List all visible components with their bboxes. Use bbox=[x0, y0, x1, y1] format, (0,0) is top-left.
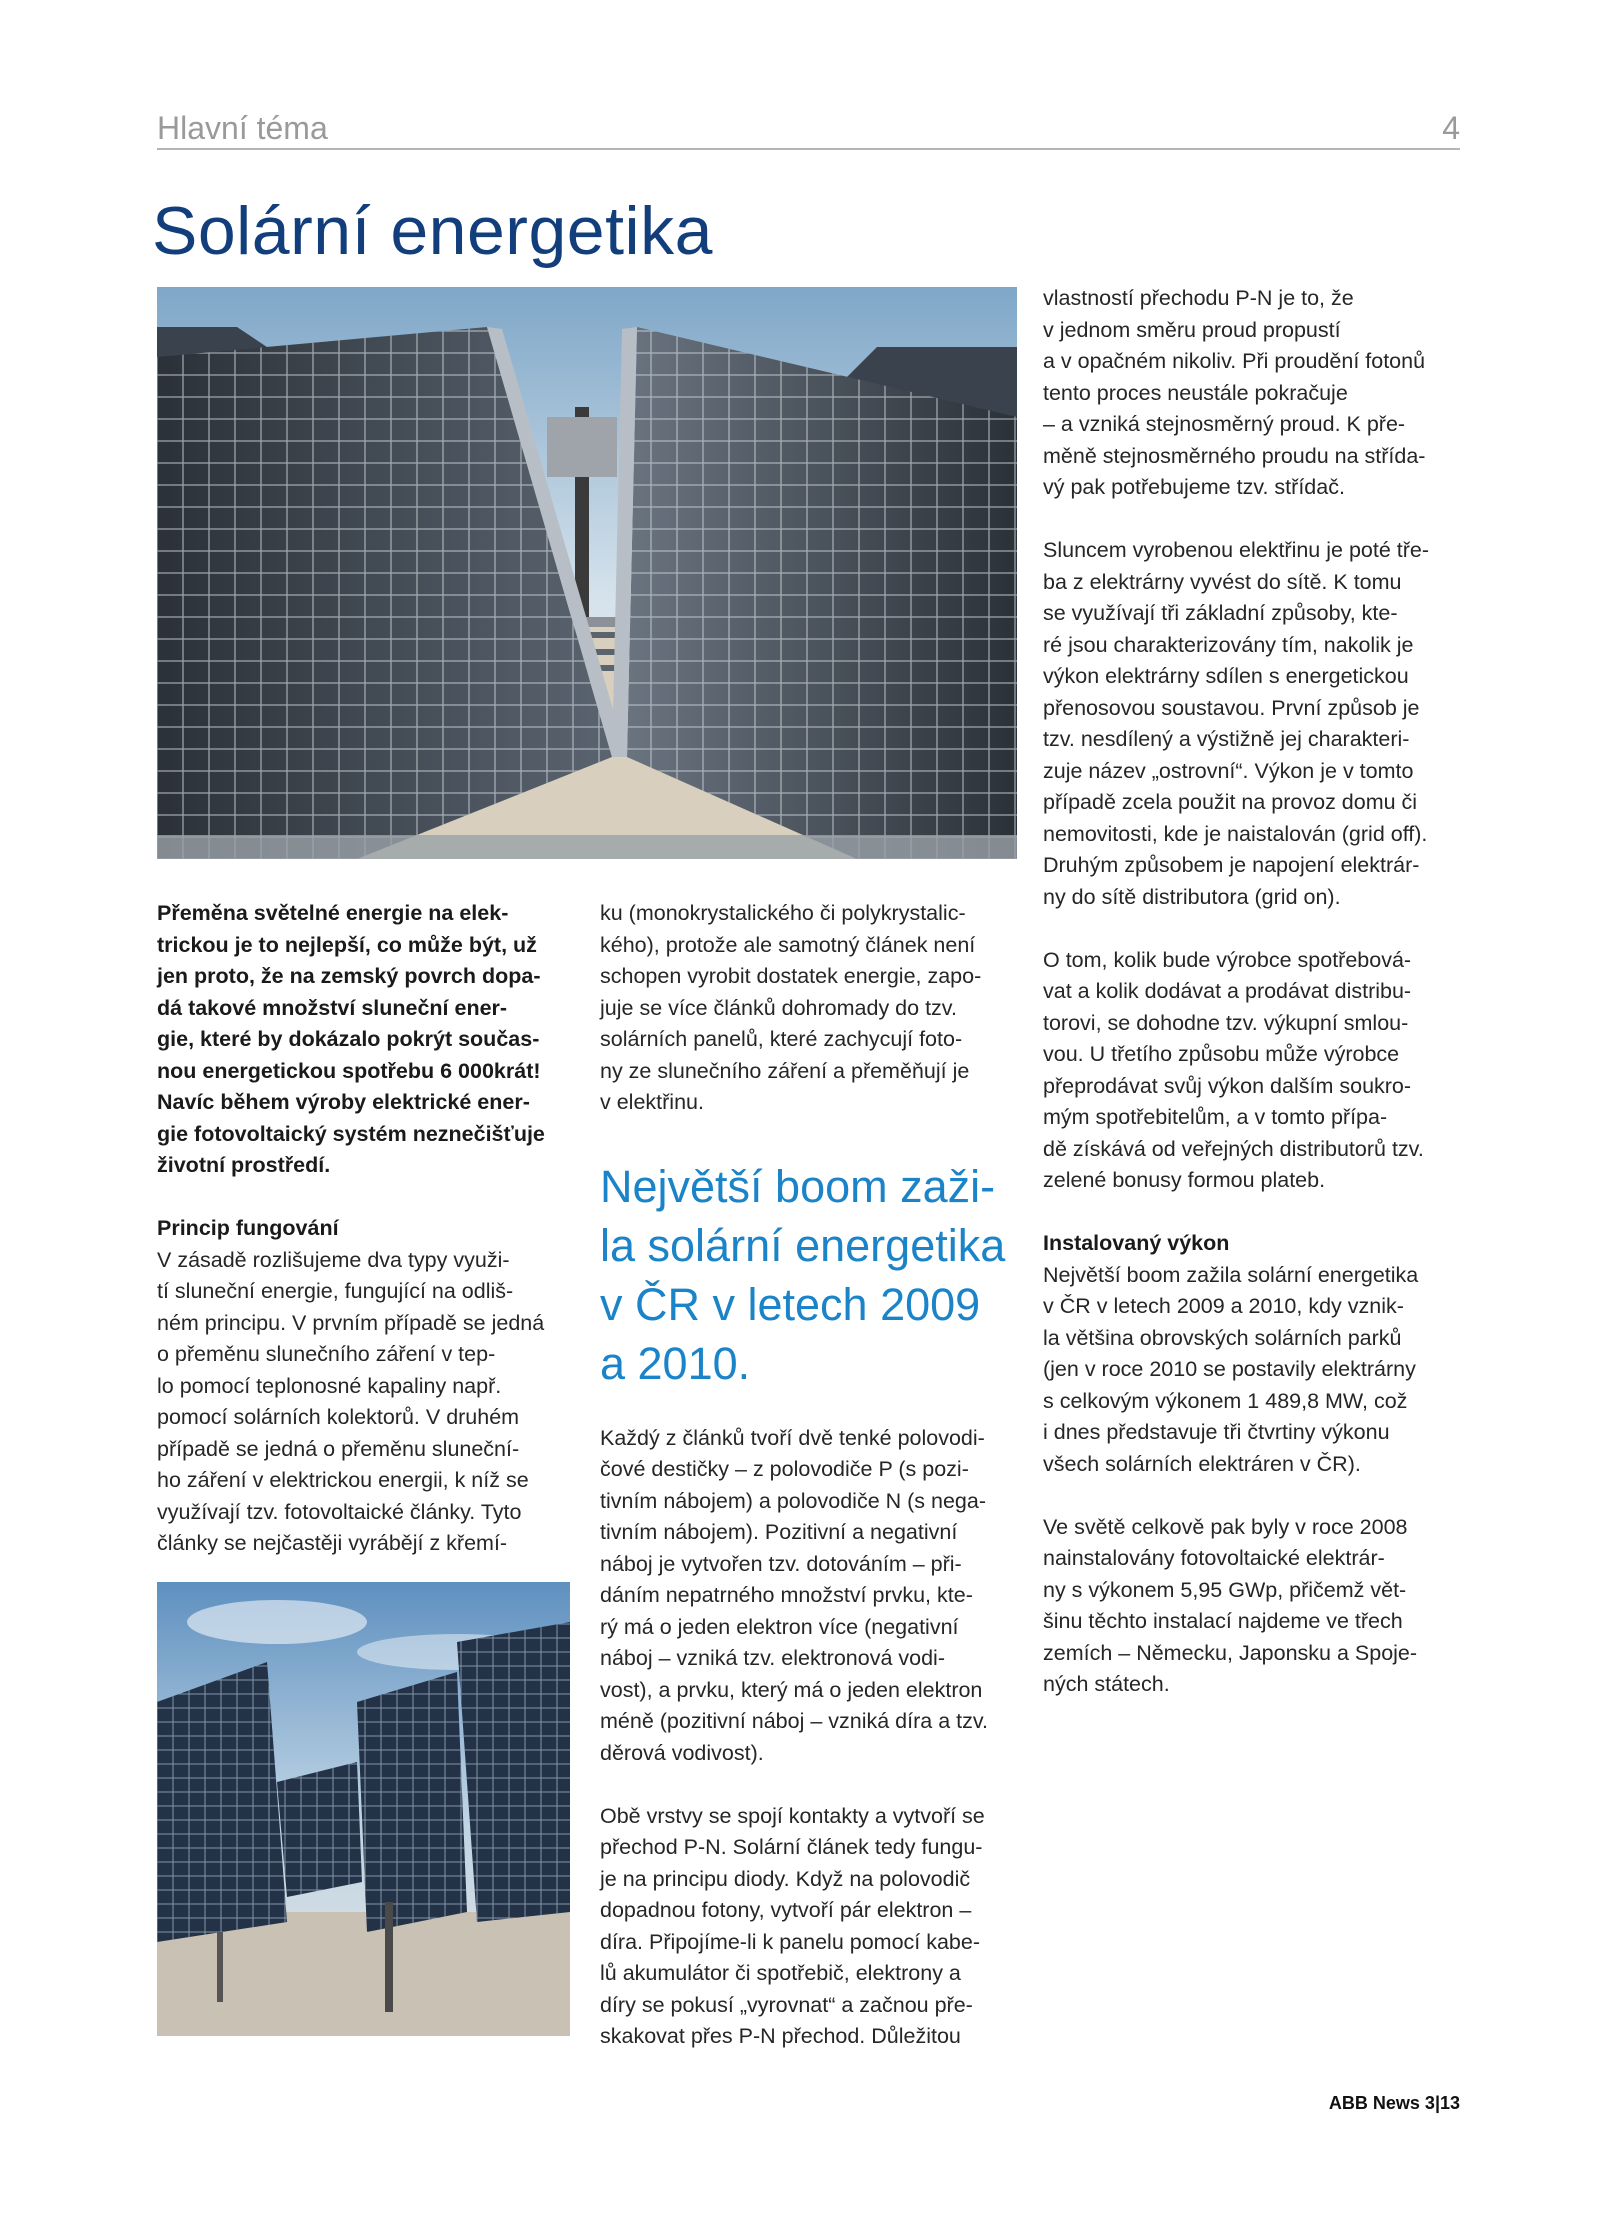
text-line: trickou je to nejlepší, co může být, už bbox=[157, 932, 537, 957]
text-line: ba z elektrárny vyvést do sítě. K tomu bbox=[1043, 569, 1402, 594]
text-line: lů akumulátor či spotřebič, elektrony a bbox=[600, 1961, 961, 1985]
publication-footer: ABB News 3|13 bbox=[1328, 2093, 1460, 2113]
text-line: ných státech. bbox=[1043, 1672, 1170, 1696]
text-line: Přeměna světelné energie na elek- bbox=[157, 901, 509, 925]
text-line: díra. Připojíme-li k panelu pomocí kabe- bbox=[600, 1929, 981, 1954]
text-line: nainstalovány fotovoltaické elektrár- bbox=[1043, 1546, 1385, 1570]
page-title: Solární energetika bbox=[152, 193, 713, 269]
text-line: případě zcela použit na provoz domu či bbox=[1043, 790, 1418, 814]
section-label: Hlavní téma bbox=[157, 110, 328, 146]
text-line: gie fotovoltaický systém neznečišťuje bbox=[157, 1121, 545, 1146]
text-line: méně (pozitivní náboj – vzniká díra a tzv. bbox=[600, 1709, 988, 1733]
text-line: přechod P-N. Solární článek tedy fungu- bbox=[600, 1835, 983, 1859]
text-line: (jen v roce 2010 se postavily elektrárny bbox=[1043, 1357, 1416, 1381]
text-line: ré jsou charakterizovány tím, nakolik je bbox=[1043, 632, 1414, 657]
text-line: V zásadě rozlišujeme dva typy využi- bbox=[157, 1247, 510, 1272]
text-line: dáním nepatrného množství prvku, kte- bbox=[600, 1583, 973, 1607]
text-line: Největší boom zažila solární energetika bbox=[1043, 1262, 1419, 1287]
text-line: – a vzniká stejnosměrný proud. K pře- bbox=[1043, 412, 1406, 436]
text-line: náboj je vytvořen tzv. dotováním – při- bbox=[600, 1551, 962, 1576]
text-line: v ČR v letech 2009 a 2010, kdy vznik- bbox=[1043, 1294, 1404, 1318]
text-line: výkon elektrárny sdílen s energetickou bbox=[1043, 664, 1409, 688]
text-line: vat a kolik dodávat a prodávat distribu- bbox=[1043, 979, 1412, 1003]
text-line: tivním nábojem). Pozitivní a negativní bbox=[600, 1520, 958, 1544]
text-line: o přeměnu slunečního záření v tep- bbox=[157, 1342, 496, 1366]
body-paragraph bbox=[157, 1245, 577, 1560]
text-line: ny s výkonem 5,95 GWp, přičemž vět- bbox=[1043, 1577, 1407, 1602]
subheading-principle: Princip fungování bbox=[157, 1216, 339, 1240]
text-line: ku (monokrystalického či polykrystalic- bbox=[600, 901, 966, 925]
text-line: O tom, kolik bude výrobce spotřebová- bbox=[1043, 947, 1412, 972]
text-line: čové destičky – z polovodiče P (s pozi- bbox=[600, 1457, 969, 1481]
text-line: kého), protože ale samotný článek není bbox=[600, 932, 976, 957]
body-paragraph bbox=[600, 1423, 1025, 1770]
body-paragraph bbox=[600, 1801, 1025, 2053]
text-line: se využívají tři základní způsoby, kte- bbox=[1043, 601, 1398, 625]
body-paragraph bbox=[1043, 283, 1468, 504]
text-line: zuje název „ostrovní“. Výkon je v tomto bbox=[1043, 758, 1414, 783]
header-divider bbox=[157, 148, 1460, 150]
text-line: dopadnou fotony, vytvoří pár elektron – bbox=[600, 1898, 972, 1922]
text-line: torovi, se dohodne tzv. výkupní smlou- bbox=[1043, 1010, 1409, 1035]
text-line: dě získává od veřejných distributorů tzv. bbox=[1043, 1136, 1424, 1161]
body-paragraph bbox=[1043, 1260, 1468, 1481]
text-line: i dnes představuje tři čtvrtiny výkonu bbox=[1043, 1420, 1390, 1444]
text-line: Ve světě celkově pak byly v roce 2008 bbox=[1043, 1514, 1408, 1539]
text-line: Druhým způsobem je napojení elektrár- bbox=[1043, 853, 1420, 877]
column-3 bbox=[1043, 283, 1468, 1701]
text-line: šinu těchto instalací najdeme ve třech bbox=[1043, 1609, 1403, 1633]
text-line: tivním nábojem) a polovodiče N (s nega- bbox=[600, 1488, 986, 1513]
text-line: jen proto, že na zemský povrch dopa- bbox=[157, 964, 541, 988]
text-line: s celkovým výkonem 1 489,8 MW, což bbox=[1043, 1388, 1408, 1413]
text-line: Každý z článků tvoří dvě tenké polovodi- bbox=[600, 1425, 985, 1450]
text-line: ho záření v elektrickou energii, k níž se bbox=[157, 1468, 529, 1492]
text-line: v elektřinu. bbox=[600, 1090, 704, 1114]
text-line: pomocí solárních kolektorů. V druhém bbox=[157, 1405, 520, 1429]
text-line: přenosovou soustavou. První způsob je bbox=[1043, 695, 1420, 720]
column-1 bbox=[157, 898, 577, 1560]
text-line: vou. U třetího způsobu může výrobce bbox=[1043, 1042, 1400, 1066]
lead-paragraph bbox=[157, 898, 577, 1182]
text-line: schopen vyrobit dostatek energie, zapo- bbox=[600, 964, 982, 988]
text-line: ny do sítě distributora (grid on). bbox=[1043, 884, 1341, 909]
text-line: ném principu. V prvním případě se jedná bbox=[157, 1310, 545, 1335]
pull-quote-line: la solární energetika bbox=[600, 1219, 1006, 1271]
solar-panels-photo bbox=[157, 287, 1017, 859]
text-line: životní prostředí. bbox=[157, 1153, 331, 1177]
subheading-installed-power: Instalovaný výkon bbox=[1043, 1231, 1230, 1255]
text-line: rý má o jeden elektron více (negativní bbox=[600, 1614, 959, 1639]
column-2 bbox=[600, 898, 1025, 2053]
text-line: nemovitosti, kde je naistalován (grid off). bbox=[1043, 821, 1428, 846]
text-line: Sluncem vyrobenou elektřinu je poté tře- bbox=[1043, 538, 1430, 562]
text-line: díry se pokusí „vyrovnat“ a začnou pře- bbox=[600, 1992, 973, 2017]
body-paragraph bbox=[1043, 535, 1468, 913]
text-line: Navíc během výroby elektrické ener- bbox=[157, 1090, 530, 1114]
text-line: vlastností přechodu P-N je to, že bbox=[1043, 286, 1354, 310]
text-line: gie, které by dokázalo pokrýt součas- bbox=[157, 1027, 540, 1051]
body-paragraph bbox=[1043, 1512, 1468, 1701]
text-line: všech solárních elektráren v ČR). bbox=[1043, 1451, 1361, 1476]
text-line: tento proces neustále pokračuje bbox=[1043, 380, 1348, 405]
body-paragraph bbox=[600, 898, 1025, 1119]
text-line: skakovat přes P-N přechod. Důležitou bbox=[600, 2024, 961, 2048]
text-line: nou energetickou spotřebu 6 000krát! bbox=[157, 1058, 541, 1083]
text-line: dá takové množství sluneční ener- bbox=[157, 995, 508, 1020]
text-line: vost), a prvku, který má o jeden elektron bbox=[600, 1677, 983, 1702]
pull-quote-line: Největší boom zaži- bbox=[600, 1160, 996, 1212]
text-line: využívají tzv. fotovoltaické články. Tyto bbox=[157, 1499, 522, 1524]
text-line: lo pomocí teplonosné kapaliny např. bbox=[157, 1373, 502, 1398]
text-line: děrová vodivost). bbox=[600, 1740, 764, 1765]
text-line: články se nejčastěji vyrábějí z křemí- bbox=[157, 1531, 508, 1555]
text-line: solárních panelů, které zachycují foto- bbox=[600, 1027, 963, 1051]
text-line: náboj – vzniká tzv. elektronová vodi- bbox=[600, 1646, 945, 1670]
pull-quote-line: a 2010. bbox=[600, 1337, 751, 1389]
text-line: juje se více článků dohromady do tzv. bbox=[600, 995, 957, 1020]
pull-quote bbox=[600, 1157, 1025, 1393]
text-line: přeprodávat svůj výkon dalším soukro- bbox=[1043, 1073, 1412, 1098]
text-line: Obě vrstvy se spojí kontakty a vytvoří se bbox=[600, 1803, 985, 1828]
text-line: případě se jedná o přeměnu sluneční- bbox=[157, 1436, 520, 1461]
page-number: 4 bbox=[1442, 110, 1460, 146]
solar-field-photo bbox=[157, 1582, 570, 2036]
pull-quote-line: v ČR v letech 2009 bbox=[600, 1278, 981, 1330]
text-line: tzv. nesdílený a výstižně jej charakteri- bbox=[1043, 727, 1410, 751]
text-line: mým spotřebitelům, a v tomto přípa- bbox=[1043, 1105, 1388, 1129]
text-line: v jednom směru proud propustí bbox=[1043, 317, 1341, 342]
text-line: tí sluneční energie, fungující na odliš- bbox=[157, 1279, 514, 1303]
body-paragraph bbox=[1043, 945, 1468, 1197]
text-line: ny ze slunečního záření a přeměňují je bbox=[600, 1058, 970, 1083]
text-line: zelené bonusy formou plateb. bbox=[1043, 1168, 1326, 1192]
text-line: měně stejnosměrného proudu na střída- bbox=[1043, 443, 1426, 468]
text-line: vý pak potřebujeme tzv. střídač. bbox=[1043, 475, 1345, 499]
text-line: zemích – Německu, Japonsku a Spoje- bbox=[1043, 1640, 1418, 1665]
text-line: je na principu diody. Když na polovodič bbox=[600, 1866, 971, 1891]
text-line: la většina obrovských solárních parků bbox=[1043, 1325, 1402, 1350]
text-line: a v opačném nikoliv. Při proudění fotonů bbox=[1043, 349, 1426, 373]
